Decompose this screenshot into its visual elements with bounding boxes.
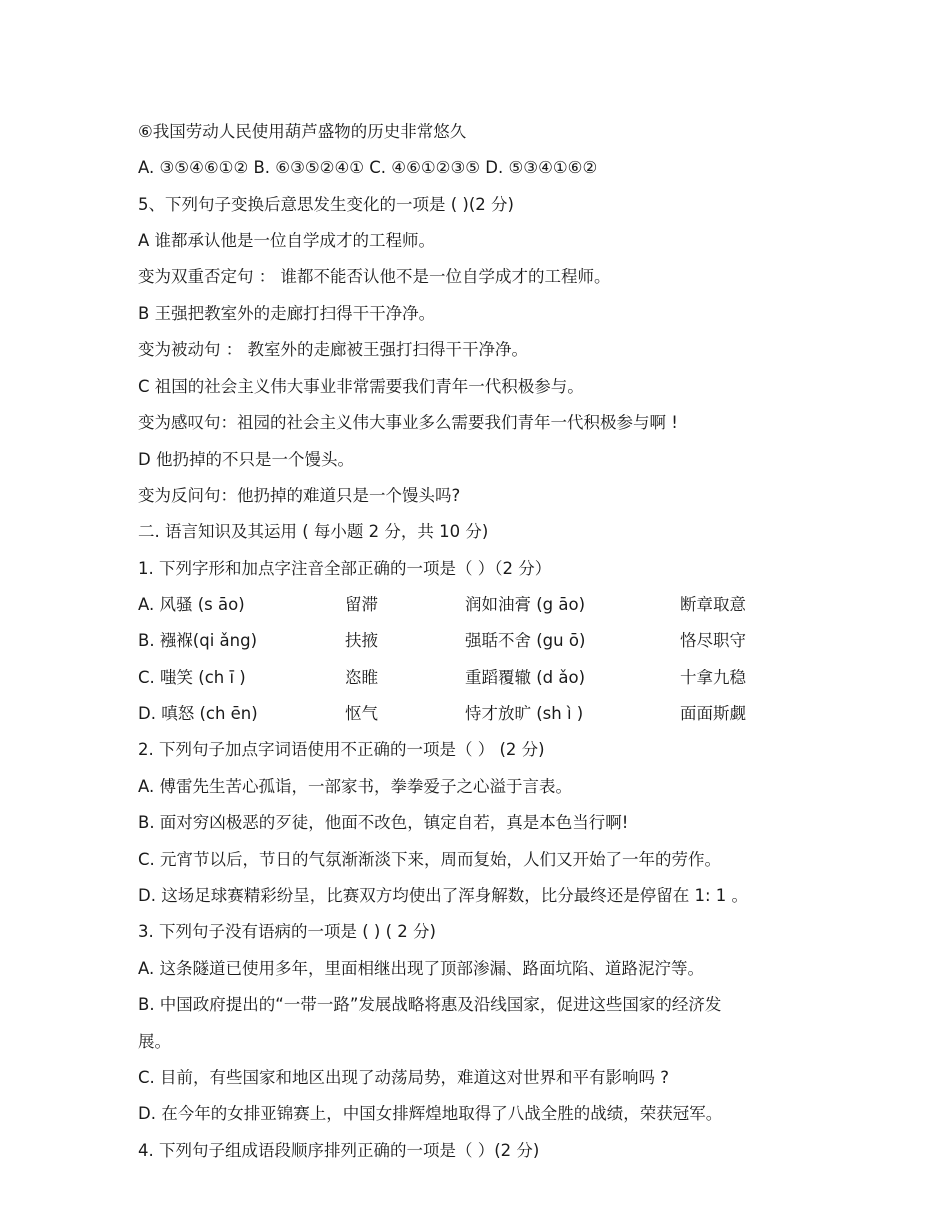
option-cell: 留滞 — [345, 595, 378, 614]
question-heading: 4. 下列句子组成语段顺序排列正确的一项是（ ）(2 分) — [138, 1141, 540, 1160]
text-line: 变为被动句 ： 教室外的走廊被王强打扫得干干净净。 — [138, 340, 528, 359]
option-cell: D. 嗔怒 (ch ēn) — [138, 704, 258, 723]
option-cell: 面面斯觑 — [680, 704, 746, 723]
option-cell: C. 嗤笑 (ch ī ) — [138, 668, 246, 687]
option-cell: 断章取意 — [680, 595, 746, 614]
option-cell: A. 风骚 (s āo) — [138, 595, 245, 614]
option-cell: 扶掖 — [345, 631, 378, 650]
text-line: 变为反问句：他扔掉的难道只是一个馒头吗? — [138, 486, 461, 505]
text-line: 展。 — [138, 1032, 171, 1051]
text-line: C. 目前，有些国家和地区出现了动荡局势，难道这对世界和平有影响吗 ? — [138, 1068, 670, 1087]
text-line: A. 这条隧道已使用多年，里面相继出现了顶部渗漏、路面坑陷、道路泥泞等。 — [138, 959, 704, 978]
option-cell: 润如油膏 (g āo) — [465, 595, 586, 614]
text-line: D. 在今年的女排亚锦赛上，中国女排辉煌地取得了八战全胜的战绩，荣获冠军。 — [138, 1104, 723, 1123]
option-cell: 恪尽职守 — [680, 631, 746, 650]
text-line: 变为感叹句：祖园的社会主义伟大事业多么需要我们青年一代积极参与啊 ! — [138, 413, 678, 432]
option-cell: 强聒不舍 (gu ō) — [465, 631, 586, 650]
text-line: A 谁都承认他是一位自学成才的工程师。 — [138, 231, 436, 250]
text-line: C. 元宵节以后，节日的气氛渐渐淡下来，周而复始，人们又开始了一年的劳作。 — [138, 850, 722, 869]
text-line: 变为双重否定句 ： 谁都不能否认他不是一位自学成才的工程师。 — [138, 267, 611, 286]
option-cell: 十拿九稳 — [680, 668, 746, 687]
text-line: A. 傅雷先生苦心孤诣，一部家书，拳拳爱子之心溢于言表。 — [138, 777, 572, 796]
text-line: B. 中国政府提出的“一带一路”发展战略将惠及沿线国家，促进这些国家的经济发 — [138, 995, 722, 1014]
question-heading: 5、下列句子变换后意思发生变化的一项是 ( )(2 分) — [138, 195, 514, 214]
text-line: B 王强把教室外的走廊打扫得干干净净。 — [138, 304, 436, 323]
answer-options-line: A. ③⑤④⑥①② B. ⑥③⑤②④① C. ④⑥①②③⑤ D. ⑤③④①⑥② — [138, 158, 598, 177]
option-cell: B. 襁褓(qi ǎng) — [138, 631, 258, 650]
option-cell: 恃才放旷 (sh ì ) — [465, 704, 584, 723]
text-line: ⑥我国劳动人民使用葫芦盛物的历史非常悠久 — [138, 122, 467, 141]
text-line: D 他扔掉的不只是一个馒头。 — [138, 450, 354, 469]
text-line: D. 这场足球赛精彩纷呈，比赛双方均使出了浑身解数，比分最终还是停留在 1: 1 。 — [138, 886, 748, 905]
question-heading: 2. 下列句子加点字词语使用不正确的一项是（ ） (2 分) — [138, 740, 545, 759]
option-cell: 恣睢 — [345, 668, 378, 687]
question-heading: 1. 下列字形和加点字注音全部正确的一项是（ ）（2 分） — [138, 559, 552, 578]
option-cell: 怄气 — [345, 704, 378, 723]
question-heading: 3. 下列句子没有语病的一项是 ( ) ( 2 分) — [138, 922, 436, 941]
text-line: C 祖国的社会主义伟大事业非常需要我们青年一代积极参与。 — [138, 377, 584, 396]
option-cell: 重蹈覆辙 (d ǎo) — [465, 668, 586, 687]
section-heading: 二. 语言知识及其运用 ( 每小题 2 分，共 10 分) — [138, 522, 489, 541]
text-line: B. 面对穷凶极恶的歹徒，他面不改色，镇定自若，真是本色当行啊! — [138, 813, 629, 832]
